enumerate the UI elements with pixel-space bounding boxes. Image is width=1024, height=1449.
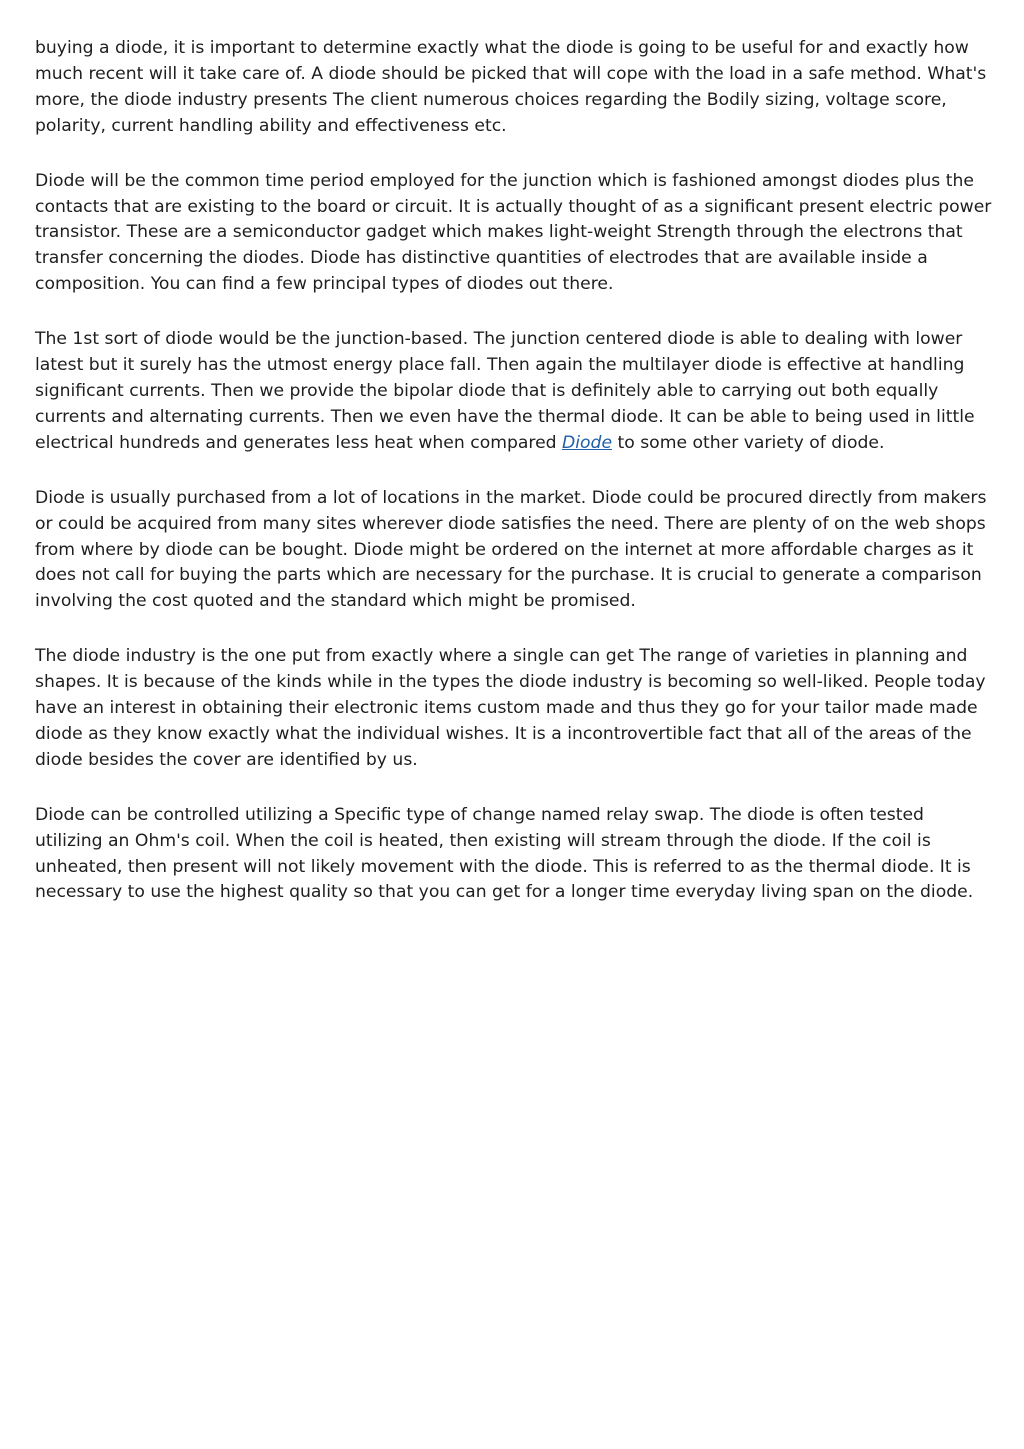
paragraph-5-text: The diode industry is the one put from exactly where a single can get The range of varieties in planning and shapes. It is because of the kinds while in the types the diode industry is becoming so well-liked. People today have an interest in obtaining their electronic items custom made and thus they go for your tailor made made diode as they know exactly what the individual wishes. It is a incontrovertible fact that all of the areas of the diode besides the cover are identified by us. (35, 646, 986, 770)
paragraph-6 (35, 803, 995, 907)
diode-link[interactable]: Diode (562, 432, 613, 453)
paragraph-1-text: buying a diode, it is important to determine exactly what the diode is going to be useful for and exactly how much recent will it take care of. A diode should be picked that will cope with the load in a safe method. What's more, the diode industry presents The client numerous choices regarding the Bodily sizing, voltage score, polarity, current handling ability and effectiveness etc. (35, 38, 987, 136)
paragraph-5 (35, 644, 995, 774)
paragraph-4-text: Diode is usually purchased from a lot of locations in the market. Diode could be procured directly from makers or could be acquired from many sites wherever diode satisfies the need. There are plenty of on the web shops from where by diode can be bought. Diode might be ordered on the internet at more affordable charges as it does not call for buying the parts which are necessary for the purchase. It is crucial to generate a comparison involving the cost quoted and the standard which might be promised. (35, 487, 987, 612)
paragraph-3-text-after: to some other variety of diode. (612, 432, 885, 453)
paragraph-2-text: Diode will be the common time period employed for the junction which is fashioned amongst diodes plus the contacts that are existing to the board or circuit. It is actually thought of as a significant present electric power transistor. These are a semiconductor gadget which makes light-weight Strength through the electrons that transfer concerning the diodes. Diode has distinctive quantities of electrodes that are available inside a composition. You can find a few principal types of diodes out there. (35, 170, 992, 295)
paragraph-1 (35, 36, 995, 140)
paragraph-4 (35, 486, 995, 616)
paragraph-3 (35, 327, 995, 457)
paragraph-6-text: Diode can be controlled utilizing a Specific type of change named relay swap. The diode is often tested utilizing an Ohm's coil. When the coil is heated, then existing will stream through the diode. If the coil is unheated, then present will not likely movement with the diode. This is referred to as the thermal diode. It is necessary to use the highest quality so that you can get for a longer time everyday living span on the diode. (35, 804, 974, 903)
paragraph-3-text-before: The 1st sort of diode would be the junction-based. The junction centered diode is able to dealing with lower latest but it surely has the utmost energy place fall. Then again the multilayer diode is effective at handling significant currents. Then we provide the bipolar diode that is definitely able to carrying out both equally currents and alternating currents. Then we even have the thermal diode. It can be able to being used in little electrical hundreds and generates less heat when compared (35, 329, 975, 453)
paragraph-2 (35, 169, 995, 299)
document-body (35, 36, 995, 935)
